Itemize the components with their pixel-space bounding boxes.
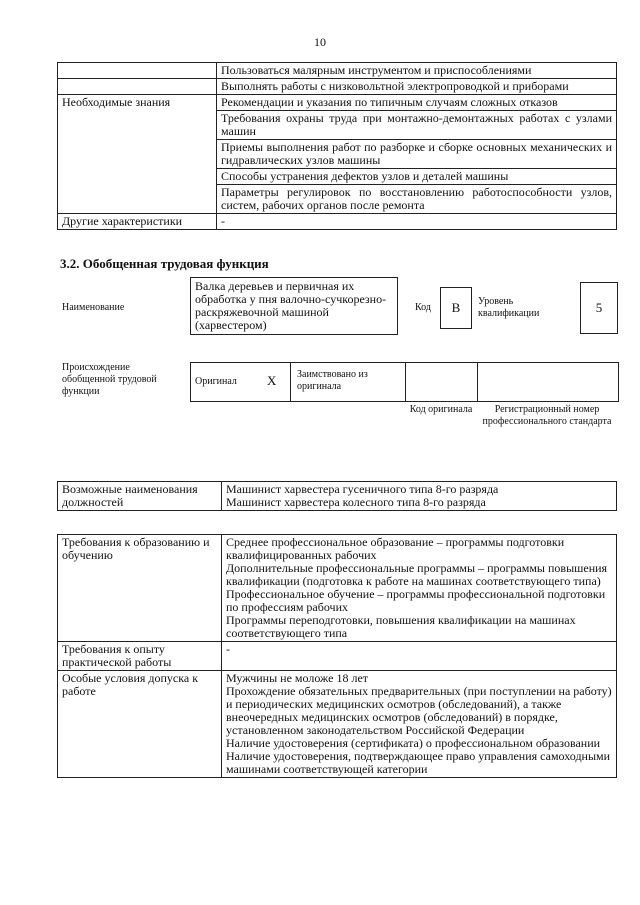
table-cell-right: Способы устранения дефектов узлов и деталей машины [217,169,617,185]
name-label: Наименование [62,302,125,313]
original-mark: X [267,373,277,388]
code-original-box [405,362,479,402]
code-original-label: Код оригинала [409,404,473,415]
table-row [58,63,617,79]
job-titles-table [57,481,617,511]
requirement-line: - [226,642,230,656]
original-label: Оригинал [195,376,237,387]
name-value: Валка деревьев и первичная их обработка у пня валочно-сучкорезно-раскряжевочной машиной (харвестером) [190,277,398,335]
table-cell-right: Выполнять работы с низковольтной электропроводкой и приборами [217,79,617,95]
requirement-line: Профессиональное обучение – программы профессиональной подготовки по профессиям рабочих [226,587,606,614]
origin-label: Происхождение обобщенной трудовой функции [62,362,157,397]
requirement-line: Программы переподготовки, повышения квалификации на машинах соответствующего типа [226,613,576,640]
table-cell-left: Возможные наименования должностей [58,482,222,511]
table-row [58,95,617,111]
table-cell-right [222,642,617,671]
level-label: Уровень квалификации [478,296,540,319]
requirement-line: Прохождение обязательных предварительных (при поступлении на работу) и периодических медицинских осмотров (обследований), а также внеочередных медицинских осмотров (обследований) в порядке, установленном законодательством Российской Федерации [226,684,612,737]
code-label: Код [415,302,431,313]
level-value: 5 [580,282,618,334]
table-row [58,214,617,230]
page-number: 10 [314,35,326,49]
table-cell-right: - [217,214,617,230]
requirement-line: Наличие удостоверения, подтверждающее право управления самоходными машинами соответствующей категории [226,749,611,776]
table-cell-right: Требования охраны труда при монтажно-демонтажных работах с узлами машин [217,111,617,140]
table-cell-right [222,671,617,778]
table-cell-left [58,79,217,95]
reg-number-label: Регистрационный номер профессионального стандарта [482,404,612,427]
table-cell-left: Требования к опыту практической работы [58,642,222,671]
requirement-line: Наличие удостоверения (сертификата) о профессиональном образовании [226,736,601,750]
table-row [58,535,617,642]
table-cell-right [222,482,617,511]
table-cell-right: Параметры регулировок по восстановлению работоспособности узлов, систем, рабочих органов после ремонта [217,185,617,214]
table-row [58,642,617,671]
table-cell-right: Рекомендации и указания по типичным случаям сложных отказов [217,95,617,111]
table-cell-left: Необходимые знания [58,95,217,214]
table-row [58,482,617,511]
requirement-line: Мужчины не моложе 18 лет [226,671,369,685]
requirement-line: Среднее профессиональное образование – программы подготовки квалифицированных рабочих [226,535,565,562]
table-cell-left: Особые условия допуска к работе [58,671,222,778]
requirements-table [57,534,617,778]
table-cell-right: Пользоваться малярным инструментом и приспособлениями [217,63,617,79]
table-cell-left [58,63,217,79]
section-title: 3.2. Обобщенная трудовая функция [60,256,269,271]
table-row [58,671,617,778]
table-cell-right: Приемы выполнения работ по разборке и сборке основных механических и гидравлических узлов машины [217,140,617,169]
reg-number-box [477,362,619,402]
borrowed-box [290,362,407,402]
table-cell-right [222,535,617,642]
table-cell-left: Требования к образованию и обучению [58,535,222,642]
job-title: Машинист харвестера гусеничного типа 8-го разряда [226,482,499,496]
code-value: B [440,287,472,329]
original-box [190,362,292,402]
table-row [58,79,617,95]
job-title: Машинист харвестера колесного типа 8-го разряда [226,495,486,509]
table-cell-left: Другие характеристики [58,214,217,230]
skills-knowledge-table [57,62,617,230]
requirement-line: Дополнительные профессиональные программы – программы повышения квалификации (подготовка к работе на машинах соответствующего типа) [226,561,608,588]
borrowed-label: Заимствовано из оригинала [297,369,368,392]
